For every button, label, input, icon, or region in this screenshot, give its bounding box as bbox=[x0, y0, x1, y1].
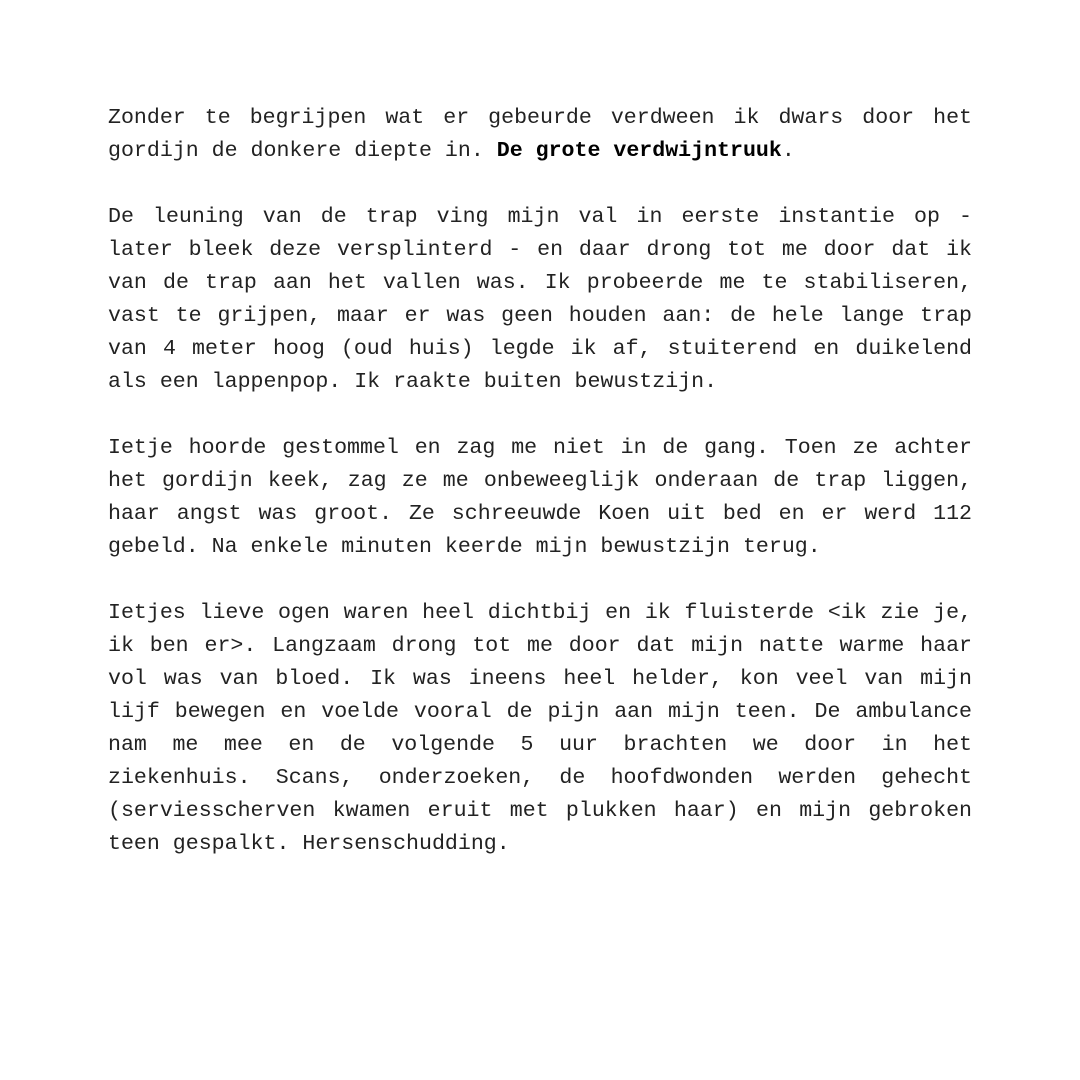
emphasis-text: De grote verdwijntruuk bbox=[496, 139, 782, 163]
paragraph-3: Ietje hoorde gestommel en zag me niet in de gang. Toen ze achter het gordijn keek, zag ze me onbeweeglijk onderaan de trap liggen, haar angst was groot. Ze schreeuwde Koen uit bed en er werd 112 gebeld. Na enkele minuten keerde mijn bewustzijn terug. bbox=[108, 436, 972, 559]
paragraph-1-text: Zonder te begrijpen wat er gebeurde verdween ik dwars door het gordijn de donkere diepte in. bbox=[108, 106, 972, 163]
paragraph-2: De leuning van de trap ving mijn val in eerste instantie op - later bleek deze versplinterd - en daar drong tot me door dat ik van de trap aan het vallen was. Ik probeerde me te stabiliseren, vast te grijpen, maar er was geen houden aan: de hele lange trap van 4 meter hoog (oud huis) legde ik af, stuiterend en duikelend als een lappenpop. Ik raakte buiten bewustzijn. bbox=[108, 205, 972, 394]
paragraph-1-end: . bbox=[781, 139, 795, 163]
paragraph-1 bbox=[108, 102, 972, 168]
paragraph-4: Ietjes lieve ogen waren heel dichtbij en ik fluisterde <ik zie je, ik ben er>. Langzaam drong tot me door dat mijn natte warme haar vol was van bloed. Ik was ineens heel helder, kon veel van mijn lijf bewegen en voelde vooral de pijn aan mijn teen. De ambulance nam me mee en de volgende 5 uur brachten we door in het ziekenhuis. Scans, onderzoeken, de hoofdwonden werden gehecht (serviesscherven kwamen eruit met plukken haar) en mijn gebroken teen gespalkt. Hersenschudding. bbox=[108, 601, 972, 856]
document-page bbox=[108, 102, 972, 894]
